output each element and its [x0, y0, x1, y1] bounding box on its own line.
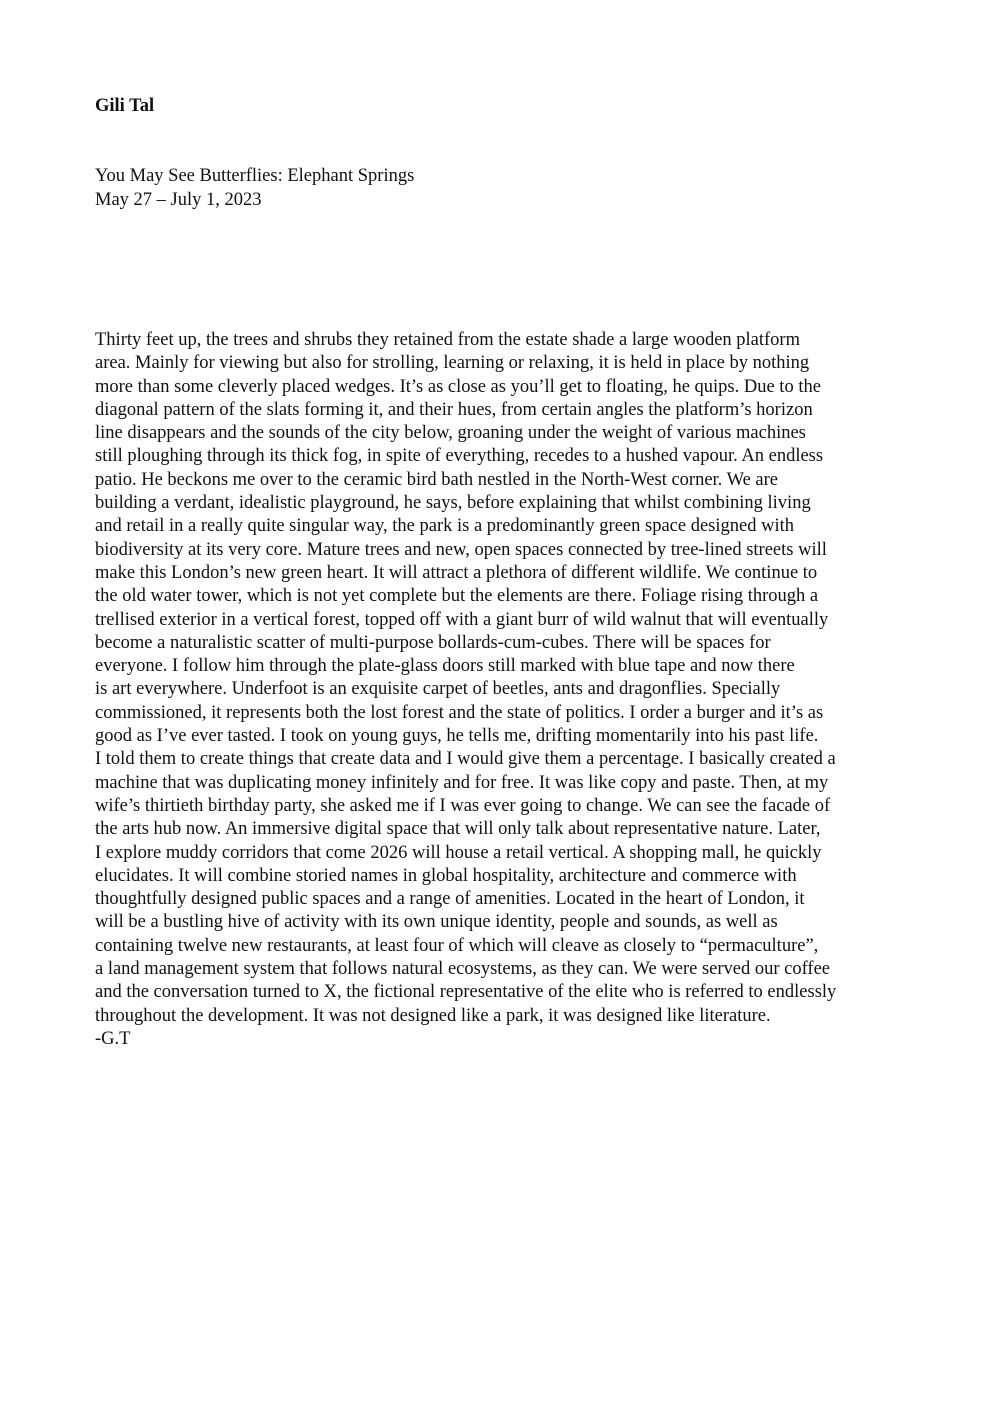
- essay-line: is art everywhere. Underfoot is an exquisite carpet of beetles, ants and dragonflies. Specially: [95, 679, 781, 700]
- essay-line: and the conversation turned to X, the fictional representative of the elite who is referred to endlessly: [95, 982, 837, 1003]
- essay-line: line disappears and the sounds of the city below, groaning under the weight of various machines: [95, 423, 806, 444]
- essay-body: [95, 329, 915, 1051]
- essay-line: the old water tower, which is not yet complete but the elements are there. Foliage rising through a: [95, 586, 819, 607]
- essay-line: biodiversity at its very core. Mature trees and new, open spaces connected by tree-lined streets will: [95, 539, 827, 560]
- essay-line: machine that was duplicating money infinitely and for free. It was like copy and paste. Then, at my: [95, 772, 829, 793]
- essay-line: will be a bustling hive of activity with its own unique identity, people and sounds, as well as: [95, 912, 778, 933]
- essay-line: diagonal pattern of the slats forming it, and their hues, from certain angles the platform’s horizon: [95, 399, 813, 420]
- essay-line: elucidates. It will combine storied names in global hospitality, architecture and commerce with: [95, 865, 797, 886]
- essay-line: I told them to create things that create data and I would give them a percentage. I basically created a: [95, 749, 836, 770]
- essay-line: building a verdant, idealistic playground, he says, before explaining that whilst combining living: [95, 493, 811, 514]
- essay-line: everyone. I follow him through the plate-glass doors still marked with blue tape and now there: [95, 656, 795, 677]
- exhibition-dates: May 27 – July 1, 2023: [95, 189, 262, 210]
- essay-line: patio. He beckons me over to the ceramic bird bath nestled in the North-West corner. We are: [95, 469, 778, 490]
- exhibition-title: You May See Butterflies: Elephant Springs: [95, 166, 415, 186]
- essay-line: good as I’ve ever tasted. I took on young guys, he tells me, drifting momentarily into his past life.: [95, 726, 819, 747]
- essay-line: wife’s thirtieth birthday party, she asked me if I was ever going to change. We can see the facade of: [95, 795, 831, 816]
- essay-line: a land management system that follows natural ecosystems, as they can. We were served our coffee: [95, 959, 831, 980]
- essay-line: more than some cleverly placed wedges. It’s as close as you’ll get to floating, he quips. Due to the: [95, 376, 821, 397]
- essay-line: thoughtfully designed public spaces and a range of amenities. Located in the heart of London, it: [95, 889, 805, 910]
- essay-line: become a naturalistic scatter of multi-purpose bollards-cum-cubes. There will be spaces for: [95, 632, 771, 653]
- essay-line: and retail in a really quite singular way, the park is a predominantly green space designed with: [95, 516, 794, 537]
- essay-line: trellised exterior in a vertical forest, topped off with a giant burr of wild walnut that will eventually: [95, 609, 829, 630]
- essay-line: Thirty feet up, the trees and shrubs they retained from the estate shade a large wooden platform: [95, 330, 800, 350]
- author-name: Gili Tal: [95, 96, 155, 116]
- essay-line: make this London’s new green heart. It will attract a plethora of different wildlife. We continue to: [95, 562, 818, 583]
- essay-line: -G.T: [95, 1028, 131, 1049]
- essay-line: commissioned, it represents both the lost forest and the state of politics. I order a burger and it’s as: [95, 702, 824, 723]
- exhibition-info: [95, 165, 414, 212]
- essay-line: area. Mainly for viewing but also for strolling, learning or relaxing, it is held in place by nothing: [95, 353, 810, 374]
- essay-line: the arts hub now. An immersive digital space that will only talk about representative nature. Later,: [95, 819, 821, 840]
- essay-line: throughout the development. It was not designed like a park, it was designed like literature.: [95, 1005, 771, 1026]
- essay-line: containing twelve new restaurants, at least four of which will cleave as closely to “permaculture”,: [95, 935, 819, 956]
- essay-line: I explore muddy corridors that come 2026 will house a retail vertical. A shopping mall, he quickly: [95, 842, 822, 863]
- essay-line: still ploughing through its thick fog, in spite of everything, recedes to a hushed vapour. An endless: [95, 446, 824, 467]
